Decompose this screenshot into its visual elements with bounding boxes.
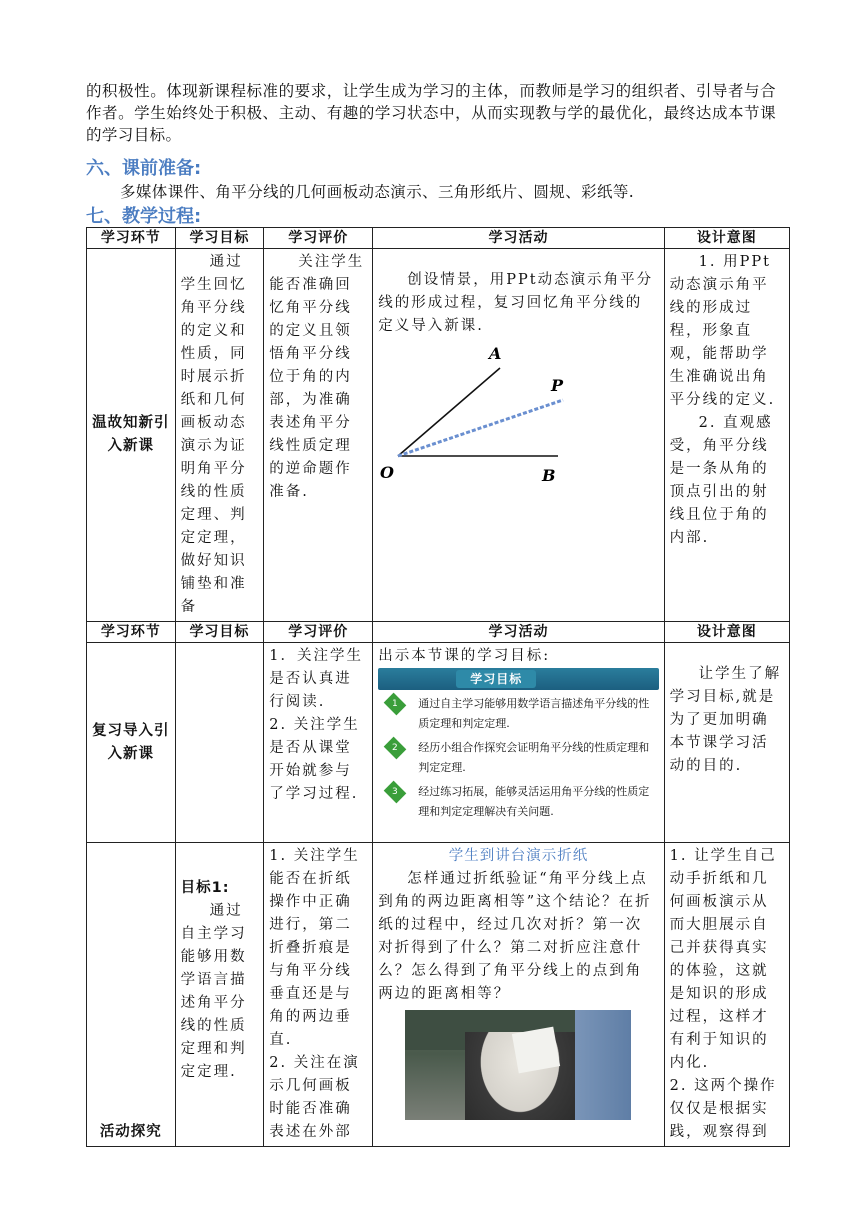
goal-item <box>378 738 658 778</box>
header-cell: 设计意图 <box>664 228 789 249</box>
paper-folding-photo <box>405 1010 631 1120</box>
table-row <box>87 249 790 622</box>
goal-cell <box>175 843 264 1147</box>
section-cell: 活动探究 <box>87 843 176 1147</box>
goal-label: 目标1: <box>180 880 230 896</box>
section-6-text: 多媒体课件、角平分线的几何画板动态演示、三角形纸片、圆规、彩纸等. <box>120 183 635 201</box>
evaluation-item: 1. 关注学生能否在折纸操作中正确进行，第二折叠折痕是与角平分线垂直还是与角的两边垂直. <box>269 848 360 1048</box>
goal-item <box>378 694 658 734</box>
evaluation-cell: 关注学生能否准确回忆角平分线的定义且领悟角平分线位于角的内部，为准确表述角平分线性质定理的逆命题作准备. <box>264 249 373 622</box>
section-7-heading: 七、教学过程: <box>86 206 202 227</box>
header-cell: 学习目标 <box>175 228 264 249</box>
teaching-process-table <box>86 227 790 1147</box>
goal-item-text: 通过自主学习能够用数学语言描述角平分线的性质定理和判定定理. <box>418 697 650 730</box>
activity-cell <box>373 843 664 1147</box>
goal-item <box>378 782 658 822</box>
header-cell: 学习目标 <box>175 622 264 643</box>
table-header-row <box>87 228 790 249</box>
header-cell: 学习环节 <box>87 622 176 643</box>
goal-text: 通过自主学习能够用数学语言描述角平分线的性质定理和判定定理. <box>180 903 247 1080</box>
bisector-op <box>398 400 563 456</box>
label-p: P <box>551 376 566 395</box>
intent-item: 2. 直观感受，角平分线是一条从角的顶点引出的射线且位于角的内部. <box>669 415 773 546</box>
intent-item: 1. 让学生自己动手折纸和几何画板演示从而大胆展示自己并获得真实的体验，这就是知识的形成过程，这样才有利于知识的内化. <box>669 848 777 1071</box>
header-cell: 设计意图 <box>664 622 789 643</box>
header-cell: 学习环节 <box>87 228 176 249</box>
evaluation-item: 2. 关注在演示几何画板时能否准确表述在外部 <box>269 1055 360 1140</box>
learning-goals-header <box>378 668 658 690</box>
label-o: O <box>380 463 397 482</box>
label-b: B <box>542 466 558 485</box>
goal-item-text: 经过练习拓展，能够灵活运用角平分线的性质定理和判定定理解决有关问题. <box>418 785 650 818</box>
section-6-heading: 六、课前准备: <box>86 158 202 179</box>
goal-number-badge: 2 <box>384 737 407 760</box>
evaluation-item: 2. 关注学生是否从课堂开始就参与了学习过程. <box>269 717 360 802</box>
intro-paragraph: 的积极性。体现新课程标准的要求，让学生成为学习的主体，而教师是学习的组织者、引导者与合作者。学生始终处于积极、主动、有趣的学习状态中，从而实现教与学的最优化，最终达成本节课的学习目标。 <box>86 82 776 144</box>
table-header-row <box>87 622 790 643</box>
header-cell: 学习活动 <box>373 622 664 643</box>
intent-cell: 让学生了解学习目标,就是为了更加明确本节课学习活动的目的. <box>664 643 789 843</box>
section-cell: 复习导入引入新课 <box>87 643 176 843</box>
table-row <box>87 643 790 843</box>
angle-bisector-diagram <box>378 338 654 488</box>
section-cell: 温故知新引入新课 <box>87 249 176 622</box>
goal-item-text: 经历小组合作探究会证明角平分线的性质定理和判定定理. <box>418 741 650 774</box>
activity-text: 创设情景，用PPt动态演示角平分线的形成过程，复习回忆角平分线的定义导入新课. <box>378 272 654 334</box>
goal-cell <box>175 643 264 843</box>
evaluation-cell <box>264 643 373 843</box>
activity-text: 出示本节课的学习目标: <box>378 648 551 664</box>
evaluation-cell <box>264 843 373 1147</box>
activity-cell <box>373 249 664 622</box>
goal-cell: 通过学生回忆角平分线的定义和性质，同时展示折纸和几何画板动态演示为证明角平分线的性质定理、判定定理，做好知识铺垫和准备 <box>175 249 264 622</box>
goal-number-badge: 3 <box>384 781 407 804</box>
activity-title: 学生到讲台演示折纸 <box>448 848 589 864</box>
label-a: A <box>489 344 504 363</box>
header-cell: 学习评价 <box>264 228 373 249</box>
learning-goals-title: 学习目标 <box>456 670 536 688</box>
ray-oa <box>398 368 500 456</box>
activity-text: 怎样通过折纸验证“角平分线上点到角的两边距离相等”这个结论？在折纸的过程中，经过几次对折？第一次对折得到了什么？第二对折应注意什么？怎么得到了角平分线上的点到角两边的距离相等？ <box>378 871 652 1002</box>
evaluation-item: 1．关注学生是否认真进行阅读. <box>269 648 363 710</box>
header-cell: 学习活动 <box>373 228 664 249</box>
table-row <box>87 843 790 1147</box>
intent-item: 2. 这两个操作仅仅是根据实践，观察得到 <box>669 1078 777 1140</box>
activity-cell <box>373 643 664 843</box>
intent-cell <box>664 249 789 622</box>
header-cell: 学习评价 <box>264 622 373 643</box>
intent-cell <box>664 843 789 1147</box>
intent-item: 1. 用PPt动态演示角平线的形成过程，形象直观，能帮助学生准确说出角平分线的定义. <box>669 254 776 408</box>
learning-goals-panel <box>378 668 658 822</box>
goal-number-badge: 1 <box>384 693 407 716</box>
